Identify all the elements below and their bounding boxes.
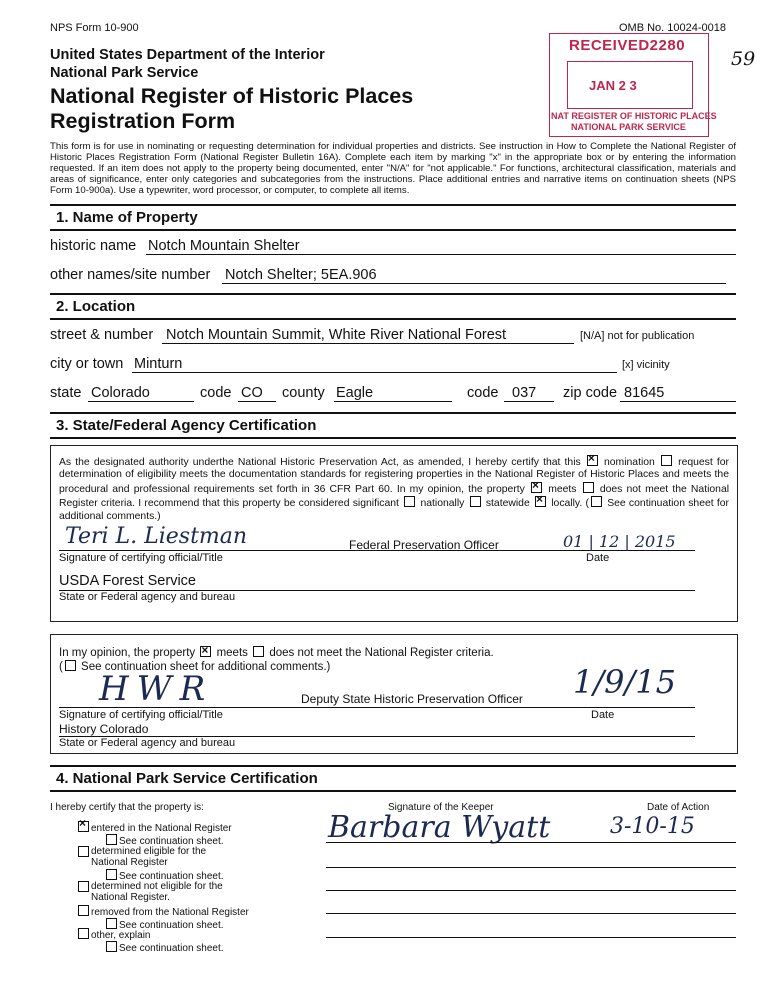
date-label: Date: [586, 552, 610, 564]
certifying-signature: Teri L. Liestman: [65, 524, 248, 549]
eligible-checkbox[interactable]: [78, 846, 89, 857]
nomination-checkbox[interactable]: [587, 455, 598, 466]
shpo-opinion-panel: [50, 634, 738, 754]
does-not-meet-checkbox[interactable]: [583, 482, 594, 493]
keeper-label: Signature of the Keeper: [388, 802, 494, 813]
form-title: National Register of Historic Places: [50, 84, 414, 108]
form-subtitle: Registration Form: [50, 109, 236, 133]
opinion-line-1: In my opinion, the property × meets does not meet the National Register criteria.: [59, 646, 494, 659]
certification-date: 01 | 12 | 2015: [563, 532, 676, 551]
county-code-value: 037: [512, 385, 537, 401]
historic-name-value: Notch Mountain Shelter: [148, 238, 300, 254]
date-of-action: 3-10-15: [610, 814, 695, 839]
received-stamp: [549, 33, 717, 137]
nps-item-not-eligible: determined not eligible for the National Register.: [78, 881, 268, 904]
see-continuation-checkbox[interactable]: [591, 496, 602, 507]
keeper-signature: Barbara Wyatt: [328, 810, 551, 845]
state-code-label: code: [200, 385, 232, 401]
department: United States Department of the Interior: [50, 47, 325, 63]
other-names-value: Notch Shelter; 5EA.906: [225, 267, 377, 283]
historic-name-label: historic name: [50, 238, 137, 254]
not-eligible-checkbox[interactable]: [78, 881, 89, 892]
shpo-date: 1/9/15: [573, 663, 676, 701]
shpo-agency-label: State or Federal agency and bureau: [59, 737, 236, 749]
opinion-line-2: ( See continuation sheet for additional comments.): [59, 661, 331, 673]
removed-checkbox[interactable]: [78, 905, 89, 916]
zip-value: 81645: [624, 385, 665, 401]
page-number: 59: [731, 48, 756, 70]
city-value: Minturn: [134, 356, 183, 372]
opinion-meets-checkbox[interactable]: [200, 646, 211, 657]
meets-checkbox[interactable]: [531, 482, 542, 493]
shpo-signature: HWR: [99, 669, 214, 709]
state-code-value: CO: [241, 385, 263, 401]
stamp-register: NAT REGISTER OF HISTORIC PLACES: [551, 111, 717, 121]
shpo-date-label: Date: [591, 709, 615, 721]
form-number: NPS Form 10-900: [50, 22, 139, 34]
other-checkbox[interactable]: [78, 928, 89, 939]
section-3-title: 3. State/Federal Agency Certification: [56, 417, 317, 434]
city-label: city or town: [50, 356, 124, 372]
agency-value: USDA Forest Service: [59, 573, 196, 589]
entered-continuation-checkbox[interactable]: [106, 834, 117, 845]
service: National Park Service: [50, 65, 199, 81]
nps-intro: I hereby certify that the property is:: [50, 802, 204, 813]
zip-label: zip code: [563, 385, 618, 401]
certification-text: As the designated authority underthe National Historic Preservation Act, as amended, I hereby certify that this × nomination request for determination of eligibility meets the documentation standards for registering properties in the National Register of Historic Places and meets the procedural and professional requirements set forth in 36 CFR Part 60. In my opinion, the property × meets does not meet the National Register criteria. I recommend that this property be considered significant nationally statewide × locally. ( See continuation sheet for additional comments.): [59, 455, 729, 523]
nationally-checkbox[interactable]: [470, 496, 481, 507]
nps-item-other: other, explain See continuation sheet.: [78, 928, 224, 955]
stamp-received: RECEIVED2280: [569, 37, 686, 54]
agency-label: State or Federal agency and bureau: [59, 591, 236, 603]
shpo-title: Deputy State Historic Preservation Officer: [301, 692, 523, 706]
opinion-continuation-checkbox[interactable]: [65, 660, 76, 671]
shpo-agency-value: History Colorado: [59, 722, 149, 736]
county-label: county: [282, 385, 325, 401]
eligible-continuation-checkbox[interactable]: [106, 869, 117, 880]
official-title: Federal Preservation Officer: [349, 538, 499, 552]
street-label: street & number: [50, 327, 154, 343]
section-4-title: 4. National Park Service Certification: [56, 770, 318, 787]
state-label: state: [50, 385, 82, 401]
nps-item-entered: ×entered in the National Register See continuation sheet.: [78, 821, 232, 848]
instructions: This form is for use in nominating or requesting determination for individual properties and districts. See instruction in How to Complete the National Register of Historic Places Registration Form (National Register Bulletin 16A). Complete each item by marking "x" in the appropriate box or by entering the information requested. If an item does not apply to the property being documented, enter "N/A" for "not applicable." For functions, architectural classification, materials and areas of significance, enter only categories and subcategories from the instructions. Place additional entries and narrative items on continuation sheets (NPS Form 10-900a). Use a typewriter, word processor, or computer, to complete all items.: [50, 141, 736, 196]
request-checkbox[interactable]: [661, 455, 672, 466]
significant-checkbox[interactable]: [404, 496, 415, 507]
shpo-signature-label: Signature of certifying official/Title: [59, 709, 223, 721]
nps-item-removed: removed from the National Register See continuation sheet.: [78, 905, 249, 932]
county-value: Eagle: [336, 385, 374, 401]
nps-item-eligible: determined eligible for the National Register See continuation sheet.: [78, 846, 268, 882]
county-code-label: code: [467, 385, 499, 401]
other-names-label: other names/site number: [50, 267, 211, 283]
entered-checkbox[interactable]: [78, 821, 89, 832]
section-1-title: 1. Name of Property: [56, 209, 198, 226]
agency-certification-panel: [50, 445, 738, 622]
other-continuation-checkbox[interactable]: [106, 941, 117, 952]
date-of-action-label: Date of Action: [647, 802, 710, 813]
omb-number: OMB No. 10024-0018: [619, 22, 727, 34]
opinion-does-not-meet-checkbox[interactable]: [253, 646, 264, 657]
vicinity: [x] vicinity: [622, 359, 670, 371]
stamp-date: JAN 2 3: [589, 78, 637, 93]
stamp-nps: NATIONAL PARK SERVICE: [571, 122, 686, 132]
signature-label: Signature of certifying official/Title: [59, 552, 223, 564]
state-value: Colorado: [91, 385, 150, 401]
not-for-publication: [N/A] not for publication: [580, 330, 695, 342]
street-value: Notch Mountain Summit, White River National Forest: [166, 327, 507, 343]
locally-checkbox[interactable]: [535, 496, 546, 507]
section-2-title: 2. Location: [56, 298, 136, 315]
